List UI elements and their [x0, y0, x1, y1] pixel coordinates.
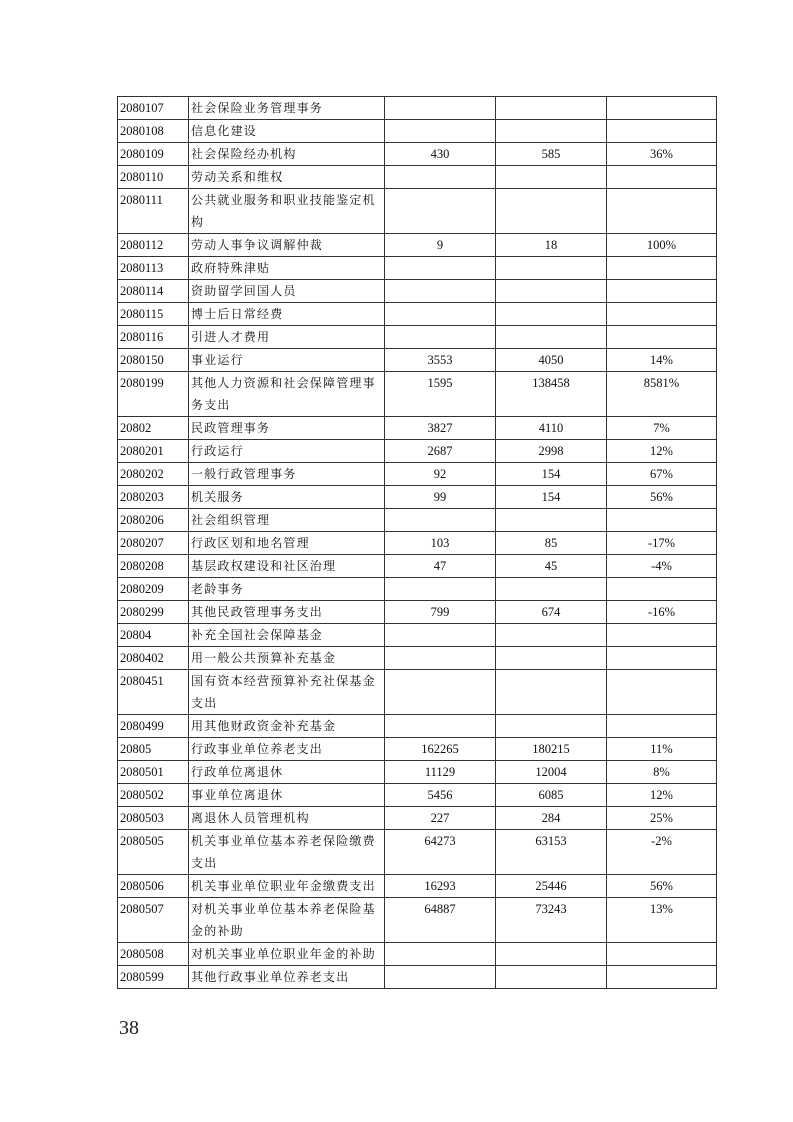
row-change-cell: [607, 280, 717, 303]
row-change-cell: [607, 966, 717, 989]
row-curr-year-cell: 154: [496, 486, 607, 509]
row-name-cell: 其他人力资源和社会保障管理事务支出: [189, 372, 385, 417]
row-code-cell: 2080451: [118, 670, 189, 715]
row-name-cell: 政府特殊津贴: [189, 257, 385, 280]
row-prev-year-cell: 430: [385, 143, 496, 166]
row-change-cell: [607, 578, 717, 601]
row-name-cell: 社会组织管理: [189, 509, 385, 532]
row-name-cell: 引进人才费用: [189, 326, 385, 349]
row-prev-year-cell: [385, 966, 496, 989]
table-row: [118, 486, 717, 509]
row-change-cell: 14%: [607, 349, 717, 372]
row-curr-year-cell: 63153: [496, 830, 607, 875]
row-code-cell: 2080109: [118, 143, 189, 166]
row-curr-year-cell: [496, 966, 607, 989]
row-name-cell: 对机关事业单位基本养老保险基金的补助: [189, 898, 385, 943]
row-prev-year-cell: 99: [385, 486, 496, 509]
row-prev-year-cell: 16293: [385, 875, 496, 898]
row-curr-year-cell: [496, 120, 607, 143]
table-row: [118, 875, 717, 898]
row-curr-year-cell: 4110: [496, 417, 607, 440]
row-curr-year-cell: 85: [496, 532, 607, 555]
row-change-cell: [607, 120, 717, 143]
row-code-cell: 2080111: [118, 189, 189, 234]
row-prev-year-cell: [385, 326, 496, 349]
row-prev-year-cell: 3553: [385, 349, 496, 372]
row-curr-year-cell: 25446: [496, 875, 607, 898]
table-row: [118, 738, 717, 761]
row-name-cell: 行政事业单位养老支出: [189, 738, 385, 761]
row-curr-year-cell: [496, 715, 607, 738]
row-curr-year-cell: 585: [496, 143, 607, 166]
row-code-cell: 2080599: [118, 966, 189, 989]
table-row: [118, 97, 717, 120]
row-curr-year-cell: [496, 280, 607, 303]
row-name-cell: 对机关事业单位职业年金的补助: [189, 943, 385, 966]
row-name-cell: 离退休人员管理机构: [189, 807, 385, 830]
table-row: [118, 326, 717, 349]
row-change-cell: 100%: [607, 234, 717, 257]
row-curr-year-cell: [496, 326, 607, 349]
row-change-cell: [607, 624, 717, 647]
row-name-cell: 机关事业单位职业年金缴费支出: [189, 875, 385, 898]
row-code-cell: 2080503: [118, 807, 189, 830]
row-code-cell: 2080115: [118, 303, 189, 326]
row-code-cell: 2080114: [118, 280, 189, 303]
row-prev-year-cell: 799: [385, 601, 496, 624]
table-row: [118, 830, 717, 875]
row-curr-year-cell: 18: [496, 234, 607, 257]
table-row: [118, 417, 717, 440]
row-name-cell: 博士后日常经费: [189, 303, 385, 326]
row-prev-year-cell: [385, 943, 496, 966]
table-row: [118, 166, 717, 189]
table-row: [118, 624, 717, 647]
row-prev-year-cell: 1595: [385, 372, 496, 417]
table-row: [118, 647, 717, 670]
row-code-cell: 2080508: [118, 943, 189, 966]
table-row: [118, 143, 717, 166]
row-curr-year-cell: [496, 943, 607, 966]
row-prev-year-cell: 103: [385, 532, 496, 555]
row-code-cell: 2080402: [118, 647, 189, 670]
row-code-cell: 2080202: [118, 463, 189, 486]
row-name-cell: 补充全国社会保障基金: [189, 624, 385, 647]
table-row: [118, 601, 717, 624]
table-row: [118, 120, 717, 143]
row-name-cell: 劳动人事争议调解仲裁: [189, 234, 385, 257]
row-code-cell: 2080150: [118, 349, 189, 372]
row-code-cell: 20802: [118, 417, 189, 440]
row-curr-year-cell: [496, 624, 607, 647]
row-change-cell: [607, 166, 717, 189]
row-code-cell: 2080299: [118, 601, 189, 624]
row-change-cell: -2%: [607, 830, 717, 875]
row-curr-year-cell: 6085: [496, 784, 607, 807]
row-name-cell: 劳动关系和维权: [189, 166, 385, 189]
row-code-cell: 2080107: [118, 97, 189, 120]
row-name-cell: 机关事业单位基本养老保险缴费支出: [189, 830, 385, 875]
table-row: [118, 715, 717, 738]
row-prev-year-cell: 47: [385, 555, 496, 578]
row-change-cell: 25%: [607, 807, 717, 830]
row-code-cell: 2080208: [118, 555, 189, 578]
row-change-cell: 13%: [607, 898, 717, 943]
row-curr-year-cell: 674: [496, 601, 607, 624]
table-row: [118, 509, 717, 532]
table-row: [118, 463, 717, 486]
row-curr-year-cell: [496, 303, 607, 326]
row-change-cell: [607, 189, 717, 234]
row-code-cell: 2080201: [118, 440, 189, 463]
row-name-cell: 事业单位离退休: [189, 784, 385, 807]
row-code-cell: 2080113: [118, 257, 189, 280]
row-curr-year-cell: 73243: [496, 898, 607, 943]
row-change-cell: 11%: [607, 738, 717, 761]
row-curr-year-cell: [496, 257, 607, 280]
row-prev-year-cell: [385, 280, 496, 303]
row-name-cell: 用其他财政资金补充基金: [189, 715, 385, 738]
row-change-cell: [607, 647, 717, 670]
row-curr-year-cell: 4050: [496, 349, 607, 372]
row-prev-year-cell: [385, 509, 496, 532]
row-prev-year-cell: [385, 97, 496, 120]
row-code-cell: 2080502: [118, 784, 189, 807]
row-code-cell: 20805: [118, 738, 189, 761]
row-name-cell: 其他行政事业单位养老支出: [189, 966, 385, 989]
table-row: [118, 372, 717, 417]
row-change-cell: [607, 326, 717, 349]
row-change-cell: [607, 97, 717, 120]
table-row: [118, 257, 717, 280]
row-change-cell: -17%: [607, 532, 717, 555]
row-change-cell: 8%: [607, 761, 717, 784]
table-row: [118, 943, 717, 966]
row-curr-year-cell: 2998: [496, 440, 607, 463]
row-curr-year-cell: [496, 647, 607, 670]
row-curr-year-cell: 138458: [496, 372, 607, 417]
row-prev-year-cell: 162265: [385, 738, 496, 761]
row-name-cell: 行政单位离退休: [189, 761, 385, 784]
row-code-cell: 2080108: [118, 120, 189, 143]
row-prev-year-cell: 92: [385, 463, 496, 486]
row-curr-year-cell: 180215: [496, 738, 607, 761]
table-row: [118, 280, 717, 303]
row-curr-year-cell: 12004: [496, 761, 607, 784]
row-change-cell: 56%: [607, 486, 717, 509]
row-name-cell: 一般行政管理事务: [189, 463, 385, 486]
row-prev-year-cell: [385, 189, 496, 234]
row-prev-year-cell: [385, 647, 496, 670]
table-row: [118, 349, 717, 372]
row-name-cell: 老龄事务: [189, 578, 385, 601]
row-code-cell: 2080116: [118, 326, 189, 349]
row-change-cell: 36%: [607, 143, 717, 166]
table-row: [118, 555, 717, 578]
row-curr-year-cell: [496, 670, 607, 715]
row-prev-year-cell: [385, 624, 496, 647]
page-number: 38: [119, 1017, 139, 1039]
row-name-cell: 社会保险业务管理事务: [189, 97, 385, 120]
row-code-cell: 2080501: [118, 761, 189, 784]
row-name-cell: 基层政权建设和社区治理: [189, 555, 385, 578]
row-prev-year-cell: 64887: [385, 898, 496, 943]
row-change-cell: 12%: [607, 440, 717, 463]
row-change-cell: [607, 943, 717, 966]
row-prev-year-cell: 64273: [385, 830, 496, 875]
row-change-cell: [607, 257, 717, 280]
row-code-cell: 2080207: [118, 532, 189, 555]
budget-table-body: [118, 97, 717, 989]
row-prev-year-cell: [385, 257, 496, 280]
table-row: [118, 966, 717, 989]
row-code-cell: 2080112: [118, 234, 189, 257]
row-code-cell: 2080506: [118, 875, 189, 898]
table-row: [118, 807, 717, 830]
row-name-cell: 行政区划和地名管理: [189, 532, 385, 555]
row-prev-year-cell: [385, 578, 496, 601]
row-prev-year-cell: 11129: [385, 761, 496, 784]
row-change-cell: 8581%: [607, 372, 717, 417]
row-code-cell: 2080199: [118, 372, 189, 417]
row-code-cell: 2080203: [118, 486, 189, 509]
row-change-cell: -4%: [607, 555, 717, 578]
row-prev-year-cell: [385, 120, 496, 143]
row-change-cell: [607, 670, 717, 715]
row-curr-year-cell: 284: [496, 807, 607, 830]
row-curr-year-cell: 45: [496, 555, 607, 578]
row-change-cell: [607, 509, 717, 532]
row-prev-year-cell: 3827: [385, 417, 496, 440]
row-name-cell: 公共就业服务和职业技能鉴定机构: [189, 189, 385, 234]
row-change-cell: 56%: [607, 875, 717, 898]
row-prev-year-cell: 227: [385, 807, 496, 830]
row-prev-year-cell: [385, 166, 496, 189]
row-curr-year-cell: [496, 97, 607, 120]
row-name-cell: 社会保险经办机构: [189, 143, 385, 166]
table-row: [118, 440, 717, 463]
row-curr-year-cell: [496, 189, 607, 234]
row-curr-year-cell: [496, 166, 607, 189]
row-name-cell: 其他民政管理事务支出: [189, 601, 385, 624]
row-code-cell: 20804: [118, 624, 189, 647]
table-row: [118, 303, 717, 326]
row-code-cell: 2080499: [118, 715, 189, 738]
row-name-cell: 国有资本经营预算补充社保基金支出: [189, 670, 385, 715]
row-name-cell: 机关服务: [189, 486, 385, 509]
row-name-cell: 事业运行: [189, 349, 385, 372]
row-curr-year-cell: [496, 578, 607, 601]
row-prev-year-cell: [385, 303, 496, 326]
row-prev-year-cell: 9: [385, 234, 496, 257]
row-code-cell: 2080505: [118, 830, 189, 875]
row-prev-year-cell: [385, 715, 496, 738]
row-change-cell: [607, 303, 717, 326]
table-row: [118, 532, 717, 555]
row-change-cell: 7%: [607, 417, 717, 440]
table-row: [118, 234, 717, 257]
row-change-cell: 12%: [607, 784, 717, 807]
row-prev-year-cell: 5456: [385, 784, 496, 807]
row-change-cell: [607, 715, 717, 738]
budget-table: [117, 96, 717, 989]
row-curr-year-cell: 154: [496, 463, 607, 486]
row-change-cell: 67%: [607, 463, 717, 486]
row-name-cell: 资助留学回国人员: [189, 280, 385, 303]
row-name-cell: 用一般公共预算补充基金: [189, 647, 385, 670]
row-code-cell: 2080110: [118, 166, 189, 189]
table-row: [118, 761, 717, 784]
row-prev-year-cell: [385, 670, 496, 715]
row-curr-year-cell: [496, 509, 607, 532]
row-name-cell: 民政管理事务: [189, 417, 385, 440]
row-name-cell: 行政运行: [189, 440, 385, 463]
table-row: [118, 578, 717, 601]
table-row: [118, 898, 717, 943]
row-code-cell: 2080209: [118, 578, 189, 601]
row-code-cell: 2080206: [118, 509, 189, 532]
row-change-cell: -16%: [607, 601, 717, 624]
row-code-cell: 2080507: [118, 898, 189, 943]
table-row: [118, 670, 717, 715]
row-name-cell: 信息化建设: [189, 120, 385, 143]
row-prev-year-cell: 2687: [385, 440, 496, 463]
table-row: [118, 784, 717, 807]
table-row: [118, 189, 717, 234]
